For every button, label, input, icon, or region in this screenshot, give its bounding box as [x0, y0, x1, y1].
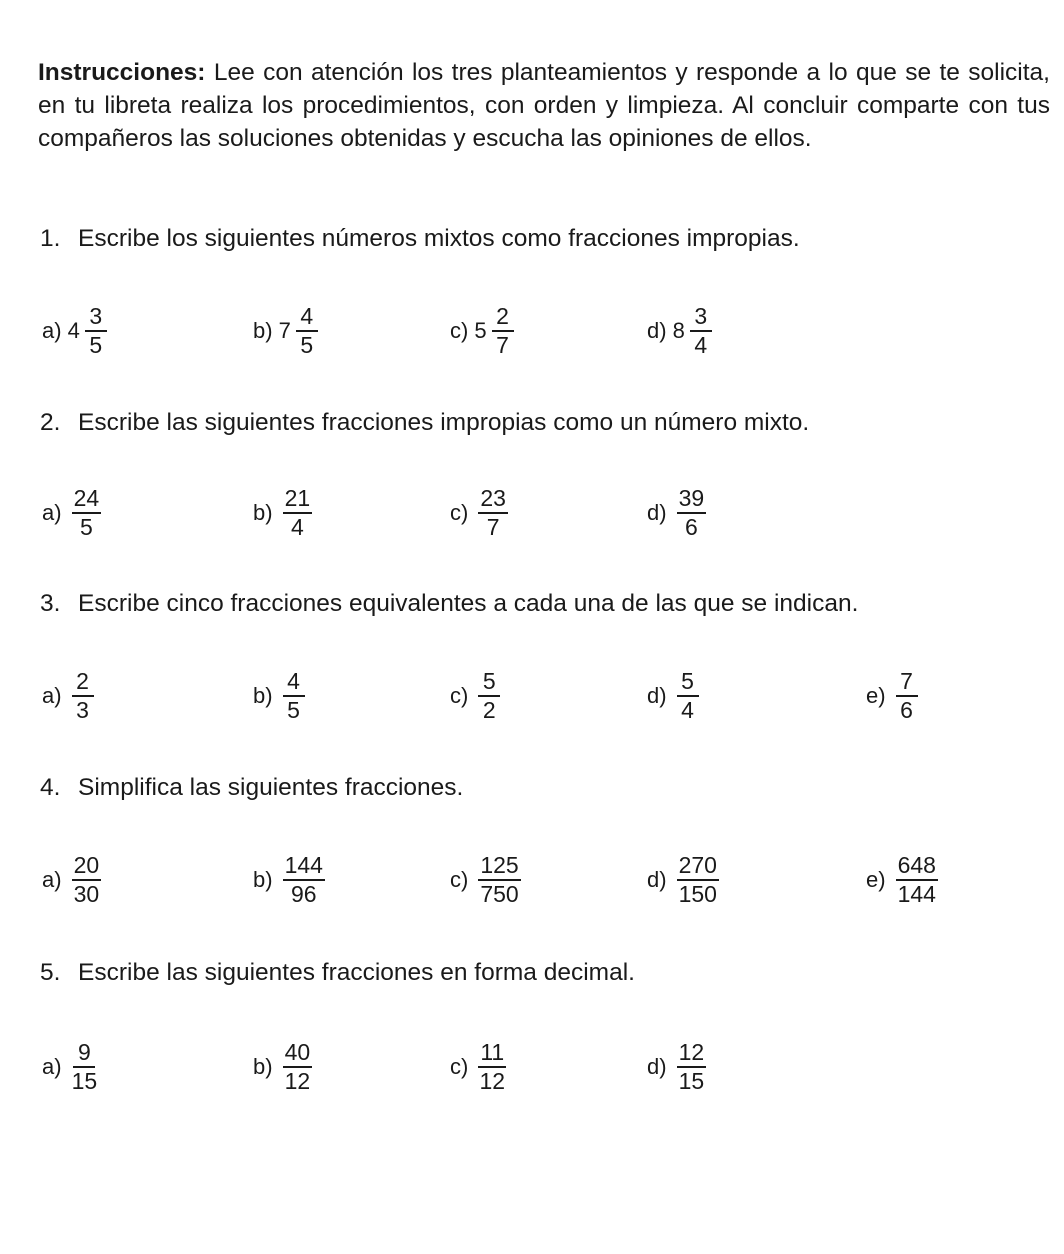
numerator: 2: [492, 304, 514, 332]
question-5-item-c: [450, 1027, 506, 1107]
denominator: 7: [486, 514, 500, 540]
question-1-title: [40, 224, 800, 254]
fraction: [677, 1040, 707, 1094]
item-letter: b): [253, 318, 273, 343]
question-3-title: [40, 589, 858, 619]
numerator: 12: [677, 1040, 707, 1068]
question-3-items: [0, 656, 1064, 736]
denominator: 12: [479, 1068, 506, 1094]
fraction: [492, 304, 514, 358]
numerator: 125: [478, 853, 520, 881]
question-5-item-a: [42, 1027, 97, 1107]
denominator: 6: [684, 514, 698, 540]
denominator: 2: [482, 697, 496, 723]
item-letter: a): [42, 867, 62, 892]
fraction: [478, 1040, 506, 1094]
item-letter: a): [42, 318, 62, 343]
question-3-item-e: [866, 656, 918, 736]
fraction: [72, 853, 102, 907]
denominator: 4: [681, 697, 694, 723]
numerator: 5: [478, 669, 500, 697]
denominator: 750: [480, 881, 519, 907]
question-1-item-b: [253, 291, 318, 371]
fraction: [677, 486, 707, 540]
item-letter: b): [253, 500, 273, 525]
fraction: [296, 304, 318, 358]
denominator: 3: [76, 697, 89, 723]
item-letter: d): [647, 318, 667, 343]
denominator: 5: [300, 332, 314, 358]
item-letter: d): [647, 500, 667, 525]
denominator: 15: [71, 1068, 98, 1094]
item-letter: b): [253, 867, 273, 892]
denominator: 5: [287, 697, 300, 723]
numerator: 40: [283, 1040, 313, 1068]
denominator: 6: [900, 697, 913, 723]
fraction: [690, 304, 712, 358]
question-5-item-d: [647, 1027, 706, 1107]
question-1-item-c: [450, 291, 514, 371]
numerator: 4: [283, 669, 305, 697]
question-3-item-c: [450, 656, 500, 736]
fraction: [478, 486, 508, 540]
question-4-items: [0, 840, 1064, 920]
question-4-item-b: [253, 840, 325, 920]
question-1-number: 1.: [40, 225, 61, 252]
fraction: [896, 853, 938, 907]
item-letter: c): [450, 683, 469, 708]
denominator: 12: [284, 1068, 311, 1094]
fraction: [72, 1040, 98, 1094]
item-letter: d): [647, 1054, 667, 1079]
question-2-title: [40, 408, 809, 438]
fraction: [283, 669, 305, 723]
question-2-text: Escribe las siguientes fracciones impropias como un número mixto.: [78, 409, 810, 436]
question-3-item-a: [42, 656, 94, 736]
denominator: 5: [79, 514, 93, 540]
question-5-items: [0, 1027, 1064, 1107]
item-letter: e): [866, 683, 886, 708]
question-3-text: Escribe cinco fracciones equivalentes a cada una de las que se indican.: [78, 590, 859, 617]
question-5-text: Escribe las siguientes fracciones en forma decimal.: [78, 959, 635, 986]
question-2-items: [0, 473, 1064, 553]
question-2-item-a: [42, 473, 101, 553]
fraction: [677, 853, 719, 907]
question-4-item-c: [450, 840, 521, 920]
numerator: 648: [896, 853, 938, 881]
denominator: 150: [678, 881, 717, 907]
numerator: 7: [896, 669, 918, 697]
denominator: 7: [496, 332, 509, 358]
question-4-item-a: [42, 840, 101, 920]
question-2-item-c: [450, 473, 508, 553]
item-letter: b): [253, 683, 273, 708]
fraction: [677, 669, 699, 723]
instructions-text: Lee con atención los tres planteamientos y responde a lo que se te solicita, en tu libreta realiza los procedimientos, con orden y limpieza. Al concluir comparte con tus compañeros las soluciones obtenidas y escucha las opiniones de ellos.: [38, 59, 1050, 152]
fraction: [85, 304, 107, 358]
fraction: [896, 669, 918, 723]
question-2-item-b: [253, 473, 312, 553]
question-2-item-d: [647, 473, 706, 553]
item-letter: e): [866, 867, 886, 892]
question-5-number: 5.: [40, 959, 61, 986]
item-letter: a): [42, 500, 62, 525]
item-letter: c): [450, 500, 469, 525]
question-1-items: [0, 291, 1064, 371]
fraction: [283, 853, 325, 907]
question-1-item-d: [647, 291, 712, 371]
fraction: [283, 486, 313, 540]
numerator: 3: [85, 304, 107, 332]
item-letter: d): [647, 867, 667, 892]
numerator: 270: [677, 853, 719, 881]
numerator: 23: [478, 486, 508, 514]
question-3-number: 3.: [40, 590, 61, 617]
mixed-whole: 5: [474, 318, 487, 343]
denominator: 96: [290, 881, 317, 907]
question-3-item-d: [647, 656, 699, 736]
denominator: 144: [897, 881, 936, 907]
instructions-label: Instrucciones:: [38, 59, 206, 86]
denominator: 4: [694, 332, 708, 358]
item-letter: c): [450, 318, 469, 343]
numerator: 144: [283, 853, 325, 881]
mixed-whole: 4: [67, 318, 80, 343]
item-letter: d): [647, 683, 667, 708]
numerator: 11: [478, 1040, 506, 1068]
question-3-item-b: [253, 656, 305, 736]
denominator: 4: [290, 514, 304, 540]
item-letter: a): [42, 1054, 62, 1079]
denominator: 15: [678, 1068, 705, 1094]
item-letter: c): [450, 867, 469, 892]
fraction: [72, 486, 102, 540]
numerator: 24: [72, 486, 102, 514]
numerator: 5: [677, 669, 699, 697]
numerator: 9: [73, 1040, 95, 1068]
fraction: [283, 1040, 313, 1094]
fraction: [478, 669, 500, 723]
question-1-item-a: [42, 291, 107, 371]
numerator: 20: [72, 853, 102, 881]
question-4-title: [40, 773, 463, 803]
item-letter: b): [253, 1054, 273, 1079]
numerator: 2: [72, 669, 94, 697]
denominator: 30: [73, 881, 100, 907]
question-4-number: 4.: [40, 774, 61, 801]
numerator: 21: [283, 486, 313, 514]
question-1-text: Escribe los siguientes números mixtos como fracciones impropias.: [78, 225, 800, 252]
mixed-whole: 7: [278, 318, 291, 343]
question-4-item-e: [866, 840, 938, 920]
numerator: 3: [690, 304, 712, 332]
numerator: 4: [296, 304, 318, 332]
fraction: [72, 669, 94, 723]
question-4-item-d: [647, 840, 719, 920]
denominator: 5: [89, 332, 103, 358]
mixed-whole: 8: [672, 318, 685, 343]
item-letter: a): [42, 683, 62, 708]
question-2-number: 2.: [40, 409, 61, 436]
question-5-title: [40, 958, 635, 988]
instructions-paragraph: [38, 56, 1050, 155]
fraction: [478, 853, 520, 907]
item-letter: c): [450, 1054, 469, 1079]
question-5-item-b: [253, 1027, 312, 1107]
question-4-text: Simplifica las siguientes fracciones.: [78, 774, 464, 801]
numerator: 39: [677, 486, 707, 514]
